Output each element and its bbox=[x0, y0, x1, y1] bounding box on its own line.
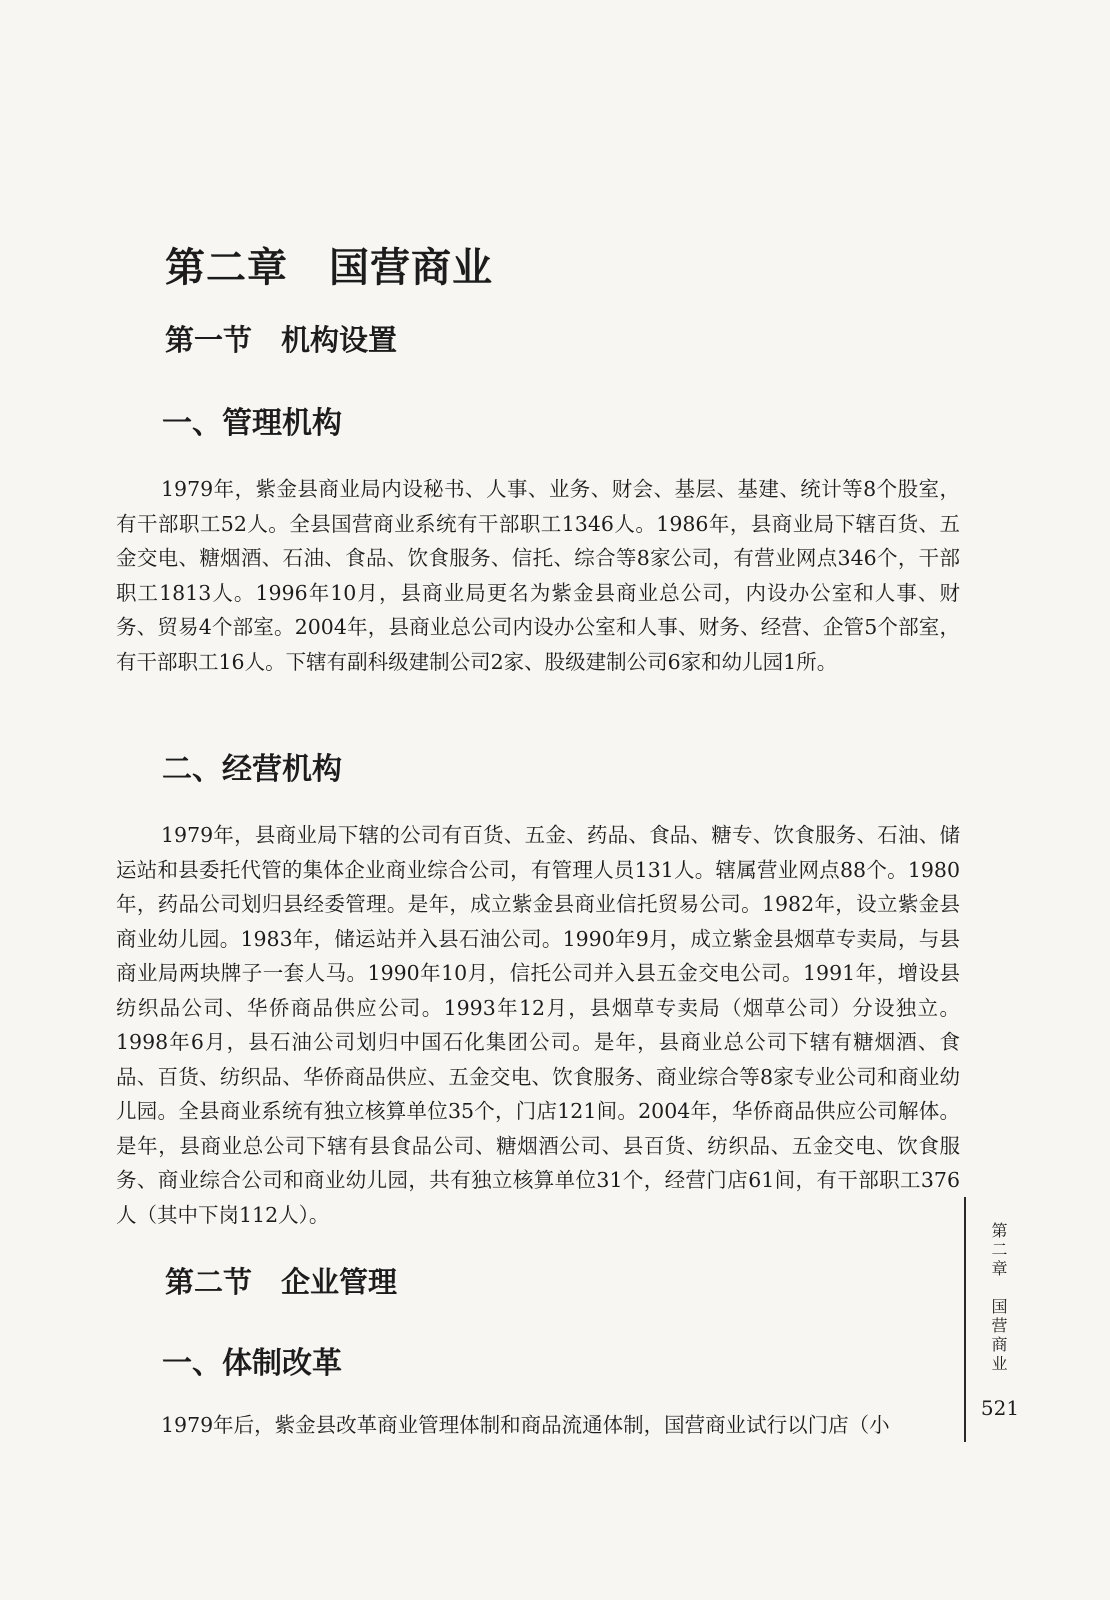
side-tab-rule bbox=[964, 1197, 966, 1442]
paragraph-management: 1979年，紫金县商业局内设秘书、人事、业务、财会、基层、基建、统计等8个股室，有干部职工52人。全县国营商业系统有干部职工1346人。1986年，县商业局下辖百货、五金交电、糖烟酒、石油、食品、饮食服务、信托、综合等8家公司，有营业网点346个，干部职工1813人。1996年10月，县商业局更名为紫金县商业总公司，内设办公室和人事、财务、贸易4个部室。2004年，县商业总公司内设办公室和人事、财务、经营、企管5个部室，有干部职工16人。下辖有副科级建制公司2家、股级建制公司6家和幼儿园1所。 bbox=[116, 477, 960, 674]
side-chapter-tab bbox=[978, 1210, 1018, 1386]
section-title-1: 第一节 机构设置 bbox=[165, 323, 398, 357]
subsection-title-reform: 一、体制改革 bbox=[162, 1346, 342, 1381]
paragraph-operations: 1979年，县商业局下辖的公司有百货、五金、药品、食品、糖专、饮食服务、石油、储运站和县委托代管的集体企业商业综合公司，有管理人员131人。辖属营业网点88个。1980年，药品公司划归县经委管理。是年，成立紫金县商业信托贸易公司。1982年，设立紫金县商业幼儿园。1983年，储运站并入县石油公司。1990年9月，成立紫金县烟草专卖局，与县商业局两块牌子一套人马。1990年10月，信托公司并入县五金交电公司。1991年，增设县纺织品公司、华侨商品供应公司。1993年12月，县烟草专卖局（烟草公司）分设独立。1998年6月，县石油公司划归中国石化集团公司。是年，县商业总公司下辖有糖烟酒、食品、百货、纺织品、华侨商品供应、五金交电、饮食服务、商业综合等8家专业公司和商业幼儿园。全县商业系统有独立核算单位35个，门店121间。2004年，华侨商品供应公司解体。是年，县商业总公司下辖有县食品公司、糖烟酒公司、县百货、纺织品、五金交电、饮食服务、商业综合公司和商业幼儿园，共有独立核算单位31个，经营门店61间，有干部职工376人（其中下岗112人）。 bbox=[116, 823, 960, 1227]
subsection-title-operations: 二、经营机构 bbox=[162, 752, 342, 787]
subsection-title-management: 一、管理机构 bbox=[162, 406, 342, 441]
section-title-2: 第二节 企业管理 bbox=[165, 1265, 398, 1299]
side-chapter-label: 第二章 国营商业 bbox=[989, 1222, 1008, 1374]
page-number: 521 bbox=[980, 1396, 1020, 1420]
paragraph-reform: 1979年后，紫金县改革商业管理体制和商品流通体制，国营商业试行以门店（小 bbox=[161, 1413, 890, 1437]
chapter-title: 第二章 国营商业 bbox=[165, 244, 493, 291]
